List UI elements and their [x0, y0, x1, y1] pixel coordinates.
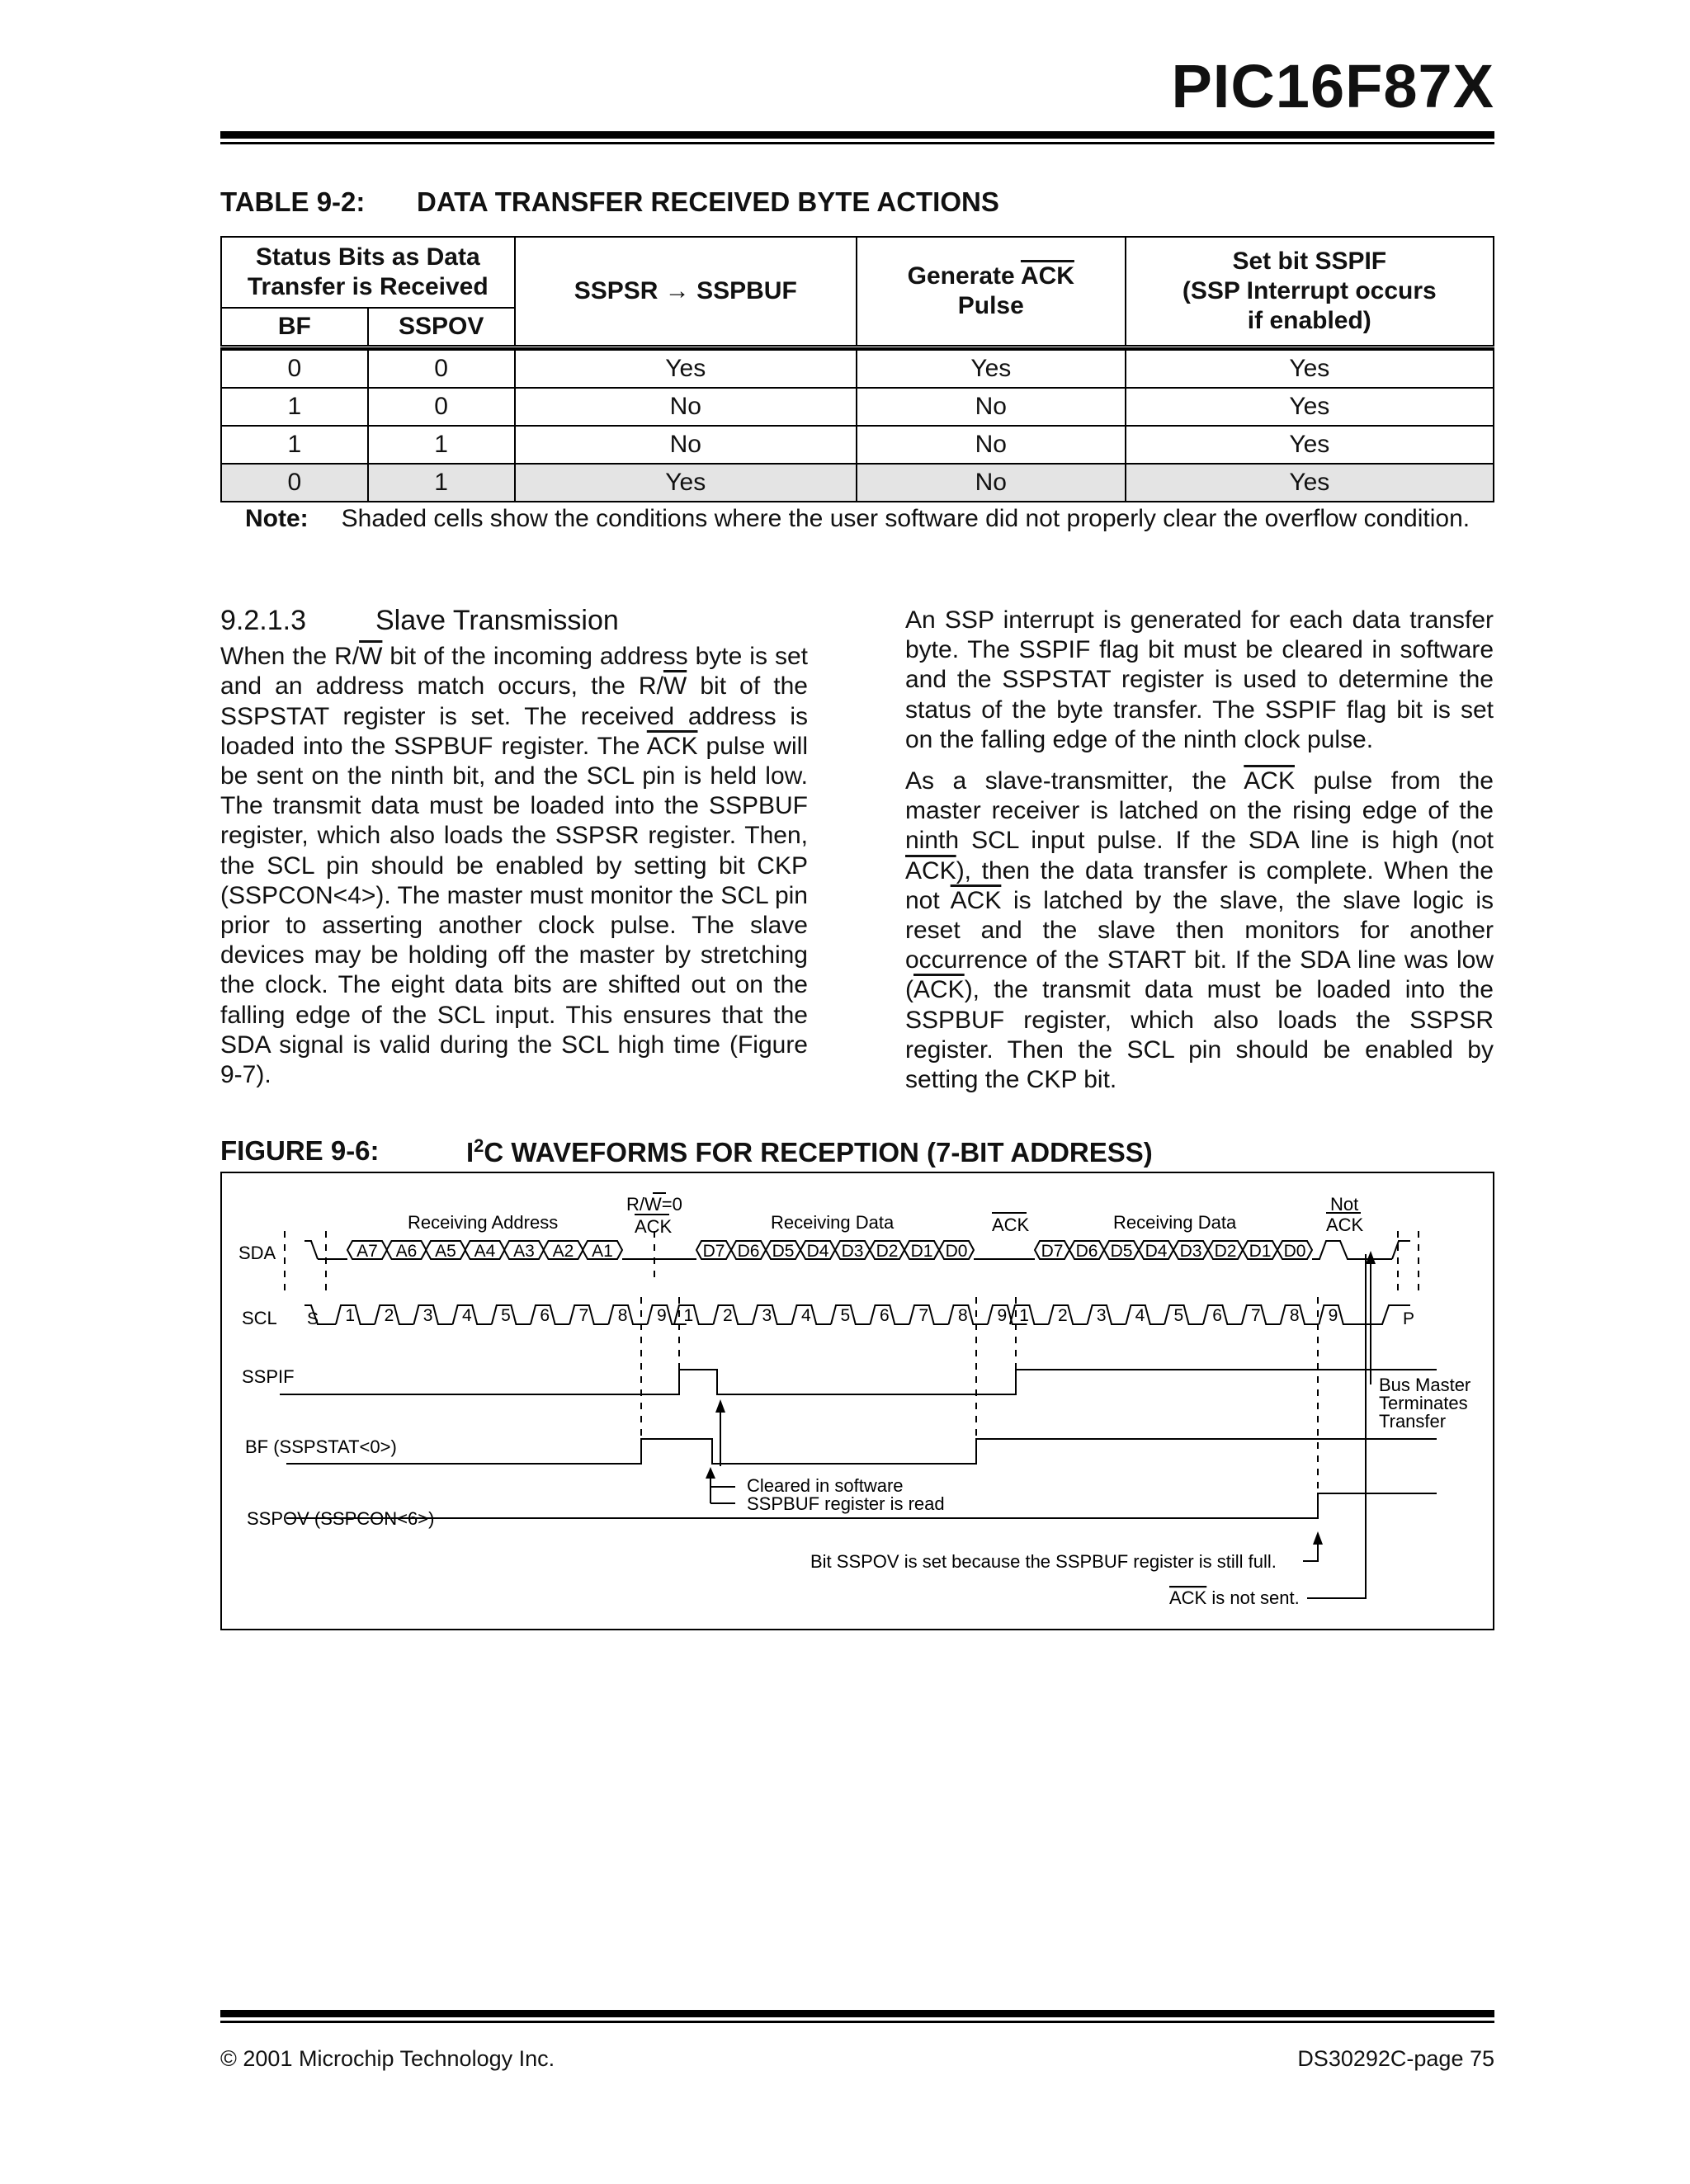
scl-num-3-8: 8 — [1289, 1306, 1300, 1325]
cell-ack: No — [857, 464, 1126, 502]
scl-pulse-2-8 — [949, 1305, 989, 1324]
data-transfer-table — [220, 236, 1494, 502]
header-ack-word: $\overline{ACK}$ — [1020, 262, 1074, 290]
scl-pulse-3-8 — [1281, 1305, 1319, 1324]
table-caption-title: DATA TRANSFER RECEIVED BYTE ACTIONS — [417, 186, 999, 217]
scl-num-2-2: 2 — [722, 1306, 733, 1325]
figure-caption — [220, 1135, 1153, 1167]
scl-pulse-1-3 — [413, 1305, 452, 1324]
left-column — [220, 606, 808, 1101]
cell-sspov: 0 — [368, 388, 515, 426]
label-cleared-2: SSPBUF register is read — [747, 1493, 945, 1514]
footer-copyright: © 2001 Microchip Technology Inc. — [220, 2046, 555, 2071]
scl-num-1-8: 8 — [617, 1306, 628, 1325]
footer-rule — [220, 2010, 1494, 2017]
scl-pulse-3-9 — [1319, 1305, 1357, 1324]
scl-num-2-6: 6 — [879, 1306, 890, 1325]
scl-num-1-1: 1 — [345, 1306, 356, 1325]
scl-pulse-3-2 — [1049, 1305, 1088, 1324]
scl-pulse-1-4 — [453, 1305, 492, 1324]
scl-num-2-5: 5 — [840, 1306, 851, 1325]
cell-sspov: 1 — [368, 464, 515, 502]
section-heading — [220, 606, 808, 635]
sda-bit2-d4: D4 — [1145, 1242, 1168, 1261]
figure-caption-label: FIGURE 9-6: — [220, 1135, 380, 1166]
label-bus-2: Terminates — [1379, 1393, 1468, 1413]
scl-pulse-2-1 — [674, 1305, 714, 1324]
footer-rule-thin — [220, 2021, 1494, 2023]
table-header-row — [221, 237, 1494, 308]
cell-bf: 1 — [221, 426, 368, 464]
table-note-text: Shaded cells show the conditions where the user software did not properly clear the overflow condition. — [341, 505, 1470, 532]
sda-bit1-d3: D3 — [841, 1242, 864, 1261]
header-sspov: SSPOV — [368, 308, 515, 347]
sig-bf: BF (SSPSTAT<0>) — [245, 1436, 397, 1457]
scl-pulse-2-3 — [753, 1305, 792, 1324]
scl-num-2-1: 1 — [683, 1306, 694, 1325]
label-sspov-note: Bit SSPOV is set because the SSPBUF register is still full. — [810, 1551, 1277, 1572]
cell-bf: 0 — [221, 464, 368, 502]
header-status-line2: Transfer is Received — [247, 273, 489, 300]
scl-pulse-3-7 — [1242, 1305, 1281, 1324]
scl-pulse-3-4 — [1126, 1305, 1164, 1324]
label-receiving-data-2: Receiving Data — [1113, 1212, 1237, 1233]
header-rule — [220, 131, 1494, 139]
sda-bit2-d6: D6 — [1075, 1242, 1098, 1261]
sda-bit2-d7: D7 — [1041, 1242, 1064, 1261]
sda-bit-a3: A3 — [513, 1242, 535, 1261]
right-paragraph-1: An SSP interrupt is generated for each data transfer byte. The SSPIF flag bit must be cleared in software and the SSPSTAT register is used to determine the status of the byte transfer. The SSPIF flag bit is set on the falling edge of the ninth clock pulse. — [905, 606, 1494, 753]
cell-sspif: Yes — [1126, 350, 1494, 388]
waveform-static-lines — [280, 1231, 1437, 1598]
sda-not-ack — [1312, 1241, 1392, 1259]
i2c-waveform-figure — [220, 1172, 1494, 1630]
table-row — [221, 426, 1494, 464]
header-sspsr: SSPSR → SSPBUF — [515, 237, 857, 347]
header-rule-thin — [220, 142, 1494, 144]
label-ack-not-sent: ACK is not sent. — [1169, 1587, 1300, 1608]
header-sspif-line1: Set bit SSPIF — [1232, 248, 1387, 275]
cell-sspsr: No — [515, 388, 857, 426]
arrow-up-2 — [706, 1467, 715, 1479]
sda-bit2-d0: D0 — [1283, 1242, 1306, 1261]
table-caption-label: TABLE 9-2: — [220, 186, 366, 217]
sda-bit2-d1: D1 — [1249, 1242, 1272, 1261]
sda-bit1-d6: D6 — [737, 1242, 760, 1261]
table-note — [245, 505, 1470, 533]
sda-bit1-d0: D0 — [945, 1242, 968, 1261]
scl-pulse-1-2 — [375, 1305, 413, 1324]
bf-waveform — [286, 1439, 1437, 1464]
scl-pulse-1-5 — [492, 1305, 531, 1324]
waveform-diagram — [222, 1173, 1493, 1629]
table-row — [221, 388, 1494, 426]
header-sspif — [1126, 237, 1494, 347]
header-ack-pre: Generate — [907, 262, 1021, 290]
label-bus-3: Transfer — [1379, 1411, 1447, 1432]
scl-pulse-1-7 — [569, 1305, 608, 1324]
cell-bf: 1 — [221, 388, 368, 426]
section-title: Slave Transmission — [375, 605, 619, 636]
scl-num-3-7: 7 — [1251, 1306, 1261, 1325]
scl-num-3-5: 5 — [1173, 1306, 1184, 1325]
header-bf: BF — [221, 308, 368, 347]
sspif-waveform — [280, 1370, 1437, 1394]
waveform-dynamic — [304, 1241, 1414, 1328]
scl-num-2-9: 9 — [997, 1306, 1008, 1325]
scl-pulse-2-6 — [871, 1305, 910, 1324]
label-receiving-address: Receiving Address — [408, 1212, 559, 1233]
header-sspif-line2: (SSP Interrupt occurs — [1182, 277, 1437, 304]
scl-num-1-2: 2 — [384, 1306, 394, 1325]
sig-sspov: SSPOV (SSPCON<6>) — [247, 1508, 435, 1529]
scl-num-2-8: 8 — [957, 1306, 968, 1325]
cell-bf: 0 — [221, 350, 368, 388]
section-number: 9.2.1.3 — [220, 605, 306, 636]
scl-num-1-6: 6 — [540, 1306, 550, 1325]
cell-sspsr: Yes — [515, 464, 857, 502]
header-ack-post: Pulse — [957, 292, 1024, 319]
scl-num-3-2: 2 — [1058, 1306, 1068, 1325]
cell-sspov: 1 — [368, 426, 515, 464]
label-cleared-1: Cleared in software — [747, 1475, 904, 1496]
cell-ack: No — [857, 388, 1126, 426]
figure-caption-title: $I^2C$ WAVEFORMS FOR RECEPTION (7-BIT ADDRESS) — [466, 1135, 1153, 1167]
sda-bit1-d5: D5 — [772, 1242, 795, 1261]
label-rw: R/W=0 — [626, 1194, 682, 1215]
header-status-line1: Status Bits as Data — [255, 243, 480, 271]
scl-num-1-3: 3 — [422, 1306, 433, 1325]
sda-bit2-d3: D3 — [1179, 1242, 1202, 1261]
scl-num-1-4: 4 — [461, 1306, 472, 1325]
dashed-markers — [285, 1231, 1419, 1493]
cell-sspsr: No — [515, 426, 857, 464]
left-paragraph: When the $R/\overline{W}$ bit of the incoming address byte is set and an address match occurs, the $R/\overline{W}$ bit of the SSPSTAT register is set. The received address is loaded into the SSPBUF register. The $\overline{ACK}$ pulse will be sent on the ninth bit, and the SCL pin is held low. The transmit data must be loaded into the SSPBUF register, which also loads the SSPSR register. Then, the SCL pin should be enabled by setting bit CKP (SSPCON<4>). The master must monitor the SCL pin prior to asserting another clock pulse. The slave devices may be holding off the master by stretching the clock. The eight data bits are shifted out on the falling edge of the SCL input. This ensures that the SDA signal is valid during the SCL high time (Figure 9-7). — [220, 643, 808, 1089]
label-ack-3: ACK — [1326, 1215, 1364, 1235]
sda-bit1-d4: D4 — [806, 1242, 829, 1261]
right-column — [905, 606, 1494, 1106]
cell-ack: No — [857, 426, 1126, 464]
scl-num-2-7: 7 — [918, 1306, 929, 1325]
sda-bit1-d1: D1 — [910, 1242, 933, 1261]
label-ack-2: ACK — [992, 1215, 1030, 1235]
scl-num-2-4: 4 — [800, 1306, 811, 1325]
header-status-bits — [221, 237, 515, 308]
sda-bit-a4: A4 — [474, 1242, 496, 1261]
sda-bit-a2: A2 — [552, 1242, 574, 1261]
arrow-up — [715, 1399, 725, 1413]
scl-pulse-1-6 — [531, 1305, 569, 1324]
scl-num-1-5: 5 — [501, 1306, 511, 1325]
scl-pulse-3-5 — [1164, 1305, 1203, 1324]
sda-bit2-d5: D5 — [1110, 1242, 1133, 1261]
label-receiving-data-1: Receiving Data — [771, 1212, 895, 1233]
scl-pulse-3-3 — [1088, 1305, 1126, 1324]
cell-sspif: Yes — [1126, 388, 1494, 426]
scl-num-1-7: 7 — [578, 1306, 589, 1325]
right-paragraph-2: As a slave-transmitter, the $\overline{ACK}$ pulse from the master receiver is latched on the rising edge of the ninth SCL input pulse. If the SDA line is high (not $\overline{ACK}$), then the data transfer is complete. When the not $\overline{ACK}$ is latched by the slave, the slave logic is reset and the slave then monitors for another occurrence of the START bit. If the SDA line was low $(\overline{ACK})$, the transmit data must be loaded into the SSPBUF register, which also loads the SSPSR register. Then the SCL pin should be enabled by setting the CKP bit. — [905, 767, 1494, 1094]
scl-num-3-1: 1 — [1019, 1306, 1029, 1325]
sig-sda: SDA — [238, 1243, 276, 1263]
page-header-title: PIC16F87X — [1171, 52, 1494, 120]
cell-sspsr: Yes — [515, 350, 857, 388]
table-note-label: Note: — [245, 505, 309, 532]
sspov-arrow — [1313, 1531, 1323, 1545]
table-row-shaded — [221, 464, 1494, 502]
scl-num-3-6: 6 — [1212, 1306, 1222, 1325]
label-not: Not — [1330, 1194, 1359, 1215]
sda-bit-a6: A6 — [395, 1242, 418, 1261]
scl-num-3-4: 4 — [1135, 1306, 1145, 1325]
table-row — [221, 350, 1494, 388]
sda-bit-a7: A7 — [356, 1242, 378, 1261]
sda-bit2-d2: D2 — [1214, 1242, 1237, 1261]
label-ack-1: ACK — [635, 1216, 673, 1237]
sda-bit-a5: A5 — [435, 1242, 456, 1261]
scl-pulse-2-2 — [714, 1305, 753, 1324]
scl-pulse-2-5 — [831, 1305, 871, 1324]
scl-stop-label: P — [1402, 1309, 1415, 1328]
cell-ack: Yes — [857, 350, 1126, 388]
scl-pulse-1-1 — [336, 1305, 375, 1324]
cell-sspif: Yes — [1126, 464, 1494, 502]
sda-bit1-d7: D7 — [702, 1242, 725, 1261]
scl-pulse-1-9 — [648, 1305, 687, 1324]
scl-num-1-9: 9 — [656, 1306, 667, 1325]
cell-sspif: Yes — [1126, 426, 1494, 464]
scl-pulse-2-7 — [909, 1305, 949, 1324]
sig-scl: SCL — [242, 1308, 277, 1328]
scl-num-3-9: 9 — [1328, 1306, 1338, 1325]
scl-num-3-3: 3 — [1096, 1306, 1107, 1325]
scl-start-label: S — [306, 1309, 319, 1328]
footer-page-number: DS30292C-page 75 — [1297, 2046, 1494, 2071]
sda-bit1-d2: D2 — [876, 1242, 899, 1261]
scl-pulse-3-6 — [1203, 1305, 1242, 1324]
scl-num-2-3: 3 — [762, 1306, 772, 1325]
scl-pulse-2-4 — [792, 1305, 832, 1324]
bus-master-arrow — [1366, 1251, 1376, 1264]
cell-sspov: 0 — [368, 350, 515, 388]
header-sspif-line3: if enabled) — [1247, 307, 1371, 334]
header-generate-ack — [857, 237, 1126, 347]
sig-sspif: SSPIF — [242, 1366, 295, 1387]
table-caption — [220, 186, 999, 218]
sda-bit-a1: A1 — [592, 1242, 613, 1261]
label-bus-1: Bus Master — [1379, 1375, 1471, 1395]
